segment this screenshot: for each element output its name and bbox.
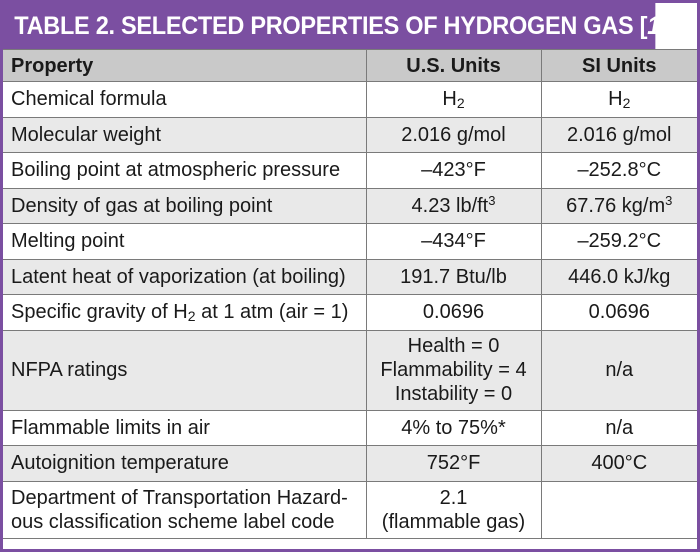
property-cell: Flammable limits in air — [3, 410, 366, 446]
header-row — [3, 50, 697, 82]
nfpa-flammability-rating: Flammability = 4 — [380, 359, 527, 381]
property-cell: Autoignition temperature — [3, 446, 366, 482]
si-value-cell: 400°C — [541, 446, 697, 482]
property-cell — [3, 481, 366, 538]
si-value-subscript: 2 — [622, 95, 631, 112]
table-title-text: TABLE 2. SELECTED PROPERTIES OF HYDROGEN GAS [ — [14, 11, 648, 40]
table-row — [3, 117, 697, 153]
si-value-cell: 0.0696 — [541, 295, 697, 331]
table-title-reference: 1,4 — [647, 11, 680, 40]
table-row — [3, 295, 697, 331]
us-value-cell: 191.7 Btu/lb — [366, 259, 541, 295]
label-code-value: 2.1 — [439, 486, 468, 509]
si-value-superscript: 3 — [665, 192, 673, 208]
property-text: Specific gravity of H — [11, 301, 188, 324]
us-value-cell — [366, 188, 541, 224]
si-value-cell: n/a — [541, 410, 697, 446]
label-code-description: (flammable gas) — [381, 510, 526, 533]
us-value-cell: 4% to 75%* — [366, 410, 541, 446]
table-row — [3, 330, 697, 410]
us-value-cell — [366, 481, 541, 538]
column-header-property: Property — [3, 50, 366, 82]
property-cell: Melting point — [3, 224, 366, 260]
us-value-cell: –423°F — [366, 153, 541, 189]
property-cell: Chemical formula — [3, 82, 366, 118]
table-title-bracket: ] — [679, 11, 687, 40]
nfpa-instability-rating: Instability = 0 — [394, 383, 513, 405]
property-cell: Boiling point at atmospheric pressure — [3, 153, 366, 189]
si-value-cell: –259.2°C — [541, 224, 697, 260]
nfpa-health-rating: Health = 0 — [407, 335, 500, 357]
si-value-cell: –252.8°C — [541, 153, 697, 189]
us-value-text: H — [442, 88, 457, 111]
table-row — [3, 446, 697, 482]
property-text-line-1: Department of Transportation Hazard- — [11, 486, 348, 509]
si-value-cell: n/a — [541, 330, 697, 410]
table-row — [3, 259, 697, 295]
table-row — [3, 224, 697, 260]
property-cell — [3, 295, 366, 331]
column-header-us-units: U.S. Units — [366, 50, 541, 82]
property-cell: NFPA ratings — [3, 330, 366, 410]
table-title — [3, 3, 687, 49]
us-value-cell: 0.0696 — [366, 295, 541, 331]
si-value-cell: 2.016 g/mol — [541, 117, 697, 153]
si-value-cell: 446.0 kJ/kg — [541, 259, 697, 295]
us-value-cell: 752°F — [366, 446, 541, 482]
us-value-cell — [366, 330, 541, 410]
property-cell: Density of gas at boiling point — [3, 188, 366, 224]
si-value-cell — [541, 188, 697, 224]
property-subscript: 2 — [187, 308, 196, 325]
si-value-cell — [541, 481, 697, 538]
si-value-cell — [541, 82, 697, 118]
property-text-continued: at 1 atm (air = 1) — [195, 301, 349, 324]
table-row — [3, 153, 697, 189]
si-value-text: 67.76 kg/m — [566, 194, 666, 217]
si-value-text: H — [608, 88, 623, 111]
property-cell: Latent heat of vaporization (at boiling) — [3, 259, 366, 295]
us-value-cell: 2.016 g/mol — [366, 117, 541, 153]
table-row — [3, 481, 697, 538]
us-value-cell: –434°F — [366, 224, 541, 260]
table-row — [3, 82, 697, 118]
property-text-line-2: ous classification scheme label code — [11, 510, 335, 533]
table-row — [3, 188, 697, 224]
us-value-subscript: 2 — [456, 95, 465, 112]
table-row — [3, 410, 697, 446]
us-value-superscript: 3 — [488, 192, 496, 208]
property-cell: Molecular weight — [3, 117, 366, 153]
column-header-si-units: SI Units — [541, 50, 697, 82]
us-value-cell — [366, 82, 541, 118]
us-value-text: 4.23 lb/ft — [411, 194, 489, 217]
properties-table — [3, 49, 697, 539]
